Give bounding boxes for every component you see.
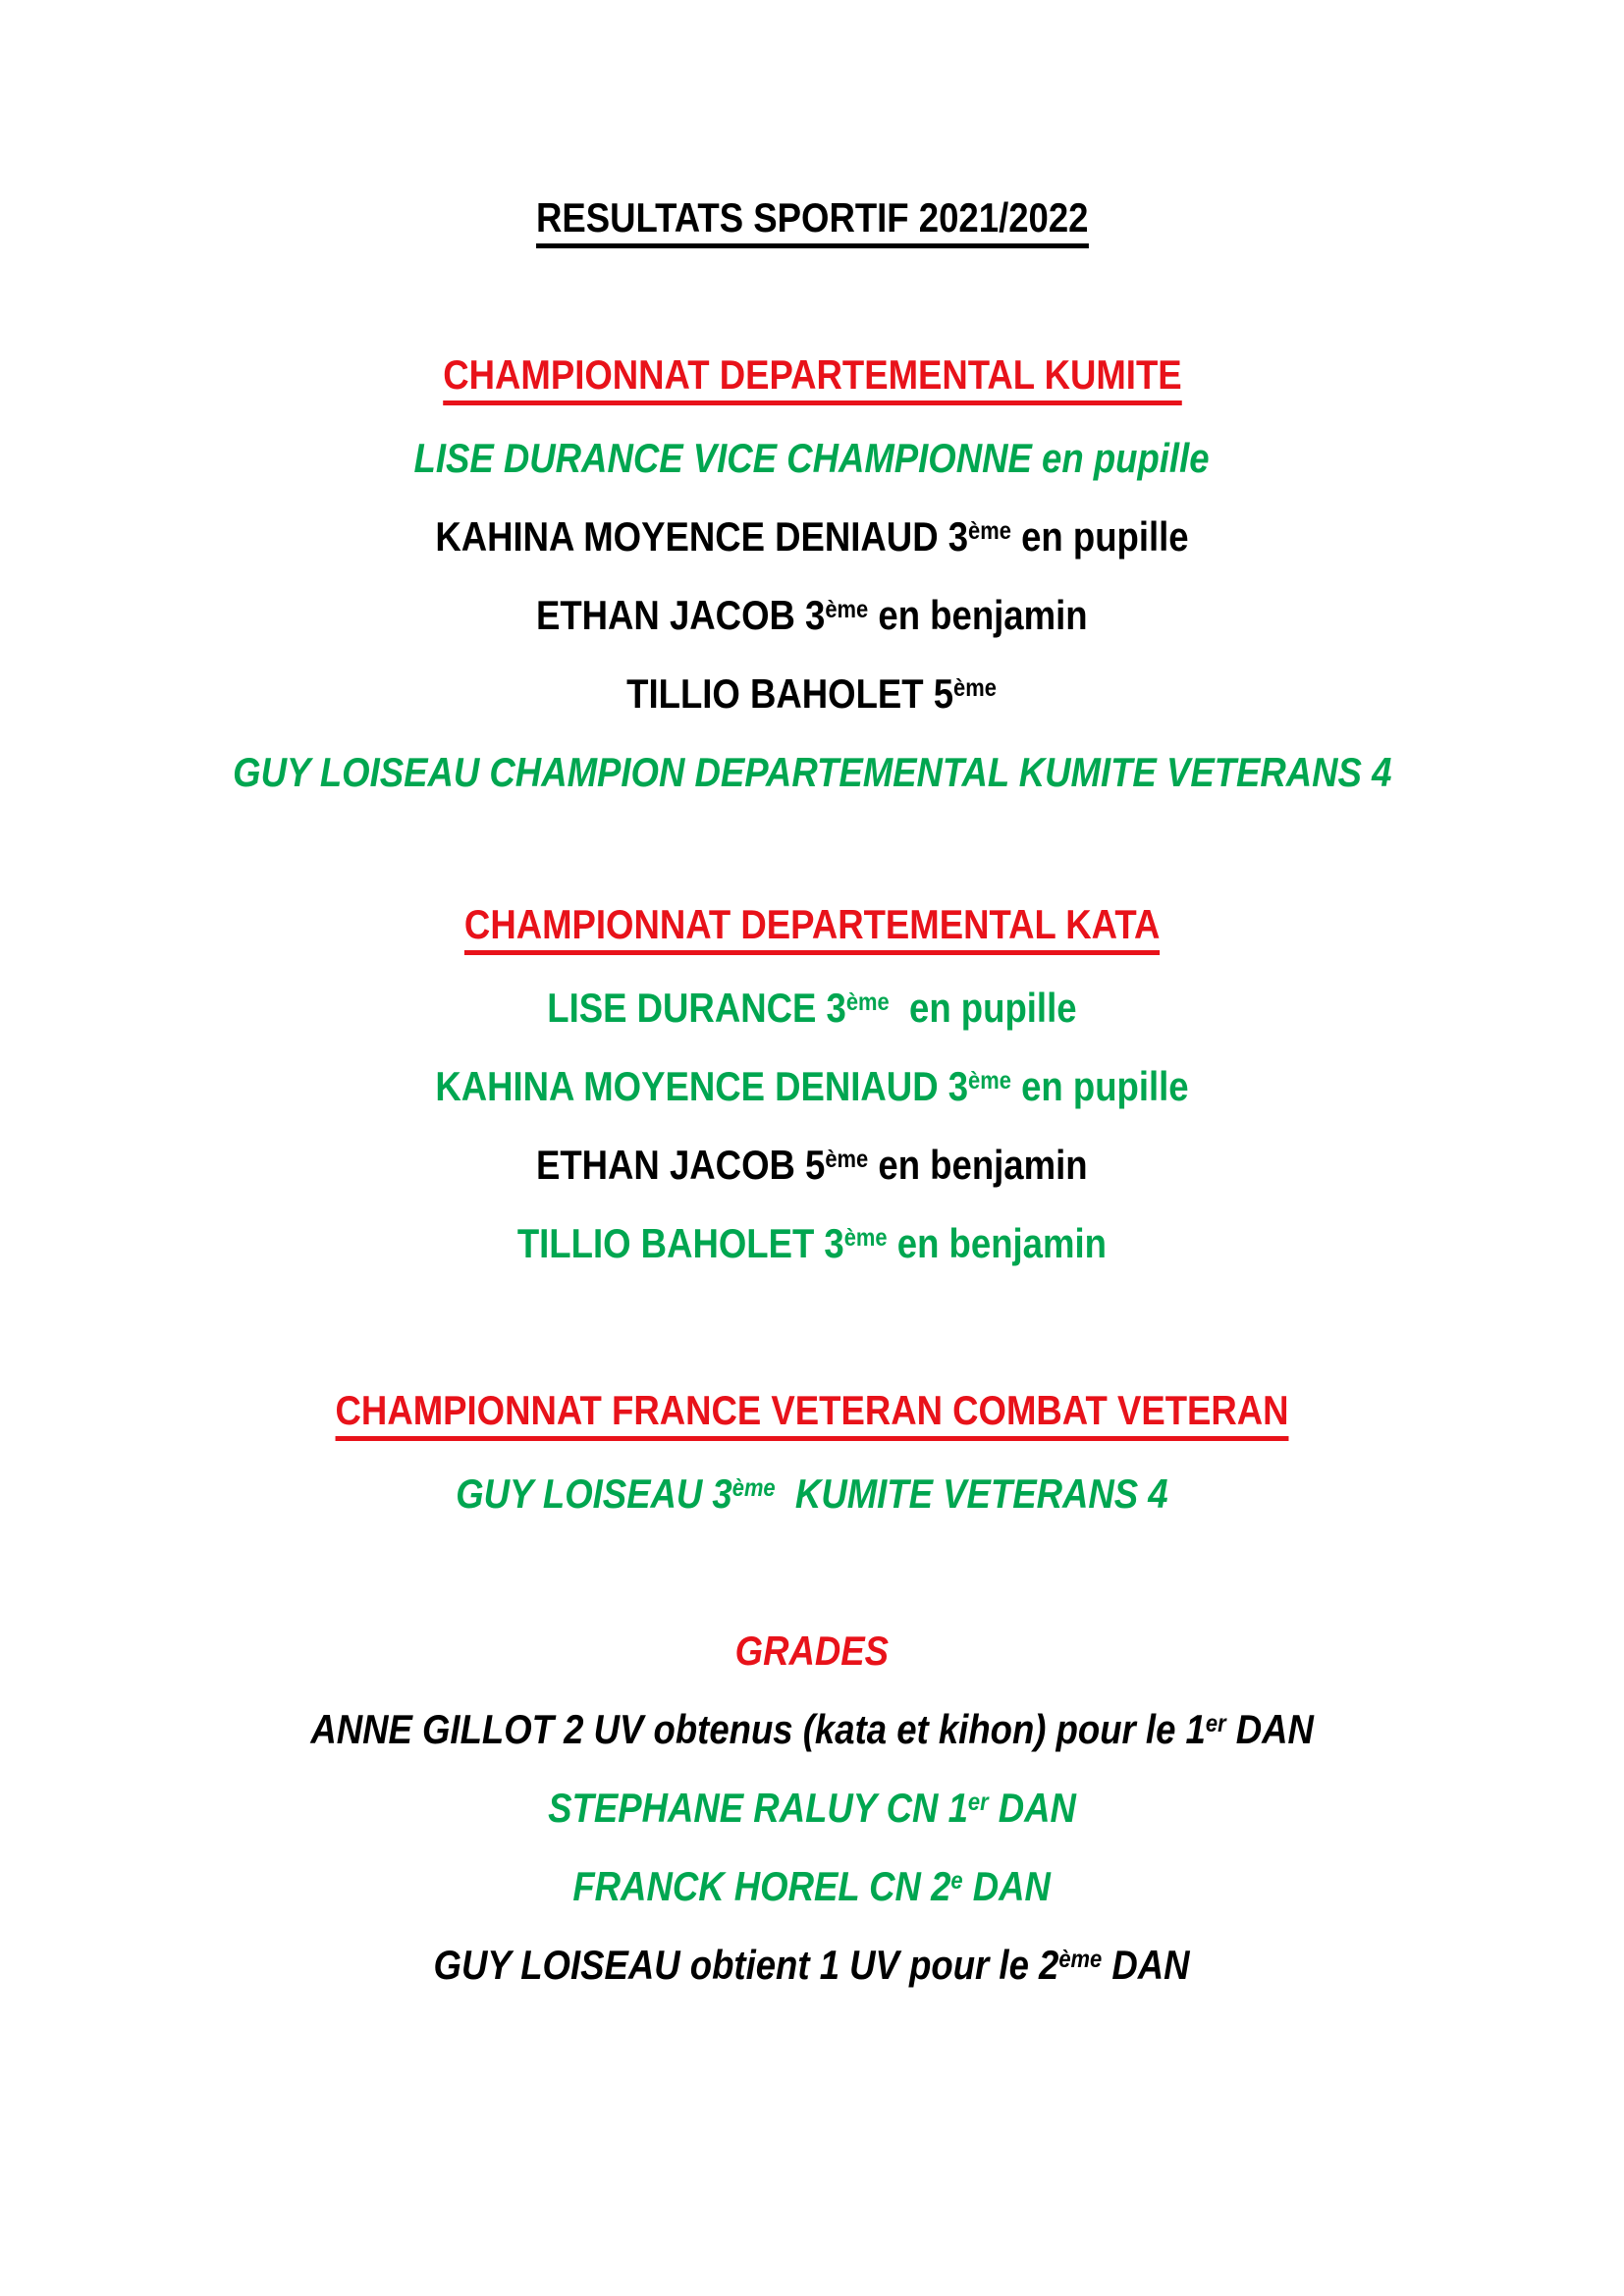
result-line-text bbox=[536, 592, 1088, 638]
result-line-text bbox=[547, 985, 1077, 1031]
text-segment: LISE DURANCE VICE CHAMPIONNE en pupille bbox=[413, 435, 1211, 481]
section-heading-text bbox=[442, 351, 1182, 405]
ordinal-superscript: ème bbox=[953, 673, 998, 702]
ordinal-superscript: ème bbox=[825, 595, 869, 623]
ordinal-superscript: ème bbox=[825, 1145, 869, 1173]
text-segment: en benjamin bbox=[887, 1220, 1108, 1266]
text-segment: DAN bbox=[988, 1785, 1076, 1831]
text-segment: GRADES bbox=[734, 1628, 890, 1674]
text-segment: CHAMPIONNAT DEPARTEMENTAL KATA bbox=[463, 901, 1161, 947]
result-line-text bbox=[572, 1863, 1052, 1909]
ordinal-superscript: ème bbox=[843, 1223, 888, 1252]
result-line bbox=[0, 655, 1624, 733]
text-segment: GUY LOISEAU CHAMPION DEPARTEMENTAL KUMITE VETERANS 4 bbox=[232, 749, 1392, 795]
document-title bbox=[0, 184, 1624, 262]
text-segment: STEPHANE RALUY CN 1 bbox=[548, 1785, 968, 1831]
text-segment: ANNE GILLOT 2 UV obtenus (kata et kihon) pour le 1 bbox=[310, 1706, 1206, 1752]
text-segment: ETHAN JACOB 5 bbox=[536, 1142, 826, 1188]
text-segment: DAN bbox=[1102, 1942, 1191, 1988]
result-line-text bbox=[310, 1706, 1314, 1752]
ordinal-superscript: er bbox=[1205, 1709, 1226, 1737]
result-line-text bbox=[435, 513, 1189, 560]
result-line-text bbox=[232, 749, 1392, 795]
result-line bbox=[0, 498, 1624, 576]
text-segment: KAHINA MOYENCE DENIAUD 3 bbox=[435, 1063, 969, 1109]
text-segment: KAHINA MOYENCE DENIAUD 3 bbox=[435, 513, 969, 560]
result-line-text bbox=[626, 670, 998, 717]
document-title-text: RESULTATS SPORTIF 2021/2022 bbox=[536, 197, 1088, 248]
result-line bbox=[0, 1126, 1624, 1204]
result-line bbox=[0, 1204, 1624, 1283]
result-line-text bbox=[433, 1942, 1191, 1988]
ordinal-superscript: ème bbox=[968, 516, 1011, 545]
section-heading bbox=[0, 890, 1624, 969]
text-segment: DAN bbox=[962, 1863, 1052, 1909]
text-segment: LISE DURANCE 3 bbox=[547, 985, 846, 1031]
text-segment: en pupille bbox=[1010, 513, 1189, 560]
result-line-text bbox=[435, 1063, 1189, 1109]
text-segment: CHAMPIONNAT FRANCE VETERAN COMBAT VETERAN bbox=[335, 1387, 1289, 1433]
section-heading-text bbox=[463, 901, 1161, 955]
result-line bbox=[0, 1847, 1624, 1926]
text-segment: CHAMPIONNAT DEPARTEMENTAL KUMITE bbox=[442, 351, 1182, 398]
text-segment: en benjamin bbox=[868, 1142, 1088, 1188]
result-line-text bbox=[548, 1785, 1076, 1831]
result-line bbox=[0, 1690, 1624, 1769]
section-heading-text bbox=[335, 1387, 1289, 1441]
text-segment: KUMITE VETERANS 4 bbox=[775, 1470, 1168, 1517]
text-segment: en benjamin bbox=[868, 592, 1088, 638]
section-heading bbox=[0, 1612, 1624, 1690]
result-line bbox=[0, 1926, 1624, 2004]
section-heading-text bbox=[735, 1630, 889, 1672]
text-segment: FRANCK HOREL CN 2 bbox=[572, 1863, 951, 1909]
text-segment: en pupille bbox=[1010, 1063, 1189, 1109]
results-sections bbox=[0, 341, 1624, 2004]
results-section bbox=[0, 1612, 1624, 2004]
result-line-text bbox=[536, 1142, 1088, 1188]
result-line bbox=[0, 1455, 1624, 1533]
text-segment: ETHAN JACOB 3 bbox=[536, 592, 826, 638]
ordinal-superscript: ème bbox=[845, 988, 890, 1016]
result-line bbox=[0, 419, 1624, 498]
ordinal-superscript: ème bbox=[731, 1473, 776, 1502]
results-section bbox=[0, 341, 1624, 812]
result-line-text bbox=[516, 1220, 1108, 1266]
result-line-text bbox=[456, 1470, 1168, 1517]
result-line bbox=[0, 733, 1624, 812]
results-section bbox=[0, 890, 1624, 1283]
text-segment: GUY LOISEAU 3 bbox=[456, 1470, 732, 1517]
result-line-text bbox=[413, 435, 1211, 481]
ordinal-superscript: e bbox=[950, 1866, 963, 1895]
text-segment: en pupille bbox=[889, 985, 1077, 1031]
results-section bbox=[0, 1376, 1624, 1533]
text-segment: GUY LOISEAU obtient 1 UV pour le 2 bbox=[433, 1942, 1059, 1988]
text-segment: DAN bbox=[1225, 1706, 1314, 1752]
ordinal-superscript: ème bbox=[1058, 1945, 1103, 1973]
ordinal-superscript: er bbox=[967, 1788, 989, 1816]
result-line bbox=[0, 969, 1624, 1047]
section-heading bbox=[0, 341, 1624, 419]
text-segment: TILLIO BAHOLET 3 bbox=[516, 1220, 844, 1266]
text-segment: TILLIO BAHOLET 5 bbox=[626, 670, 954, 717]
result-line bbox=[0, 1769, 1624, 1847]
result-line bbox=[0, 576, 1624, 655]
result-line bbox=[0, 1047, 1624, 1126]
ordinal-superscript: ème bbox=[968, 1066, 1011, 1095]
section-heading bbox=[0, 1376, 1624, 1455]
